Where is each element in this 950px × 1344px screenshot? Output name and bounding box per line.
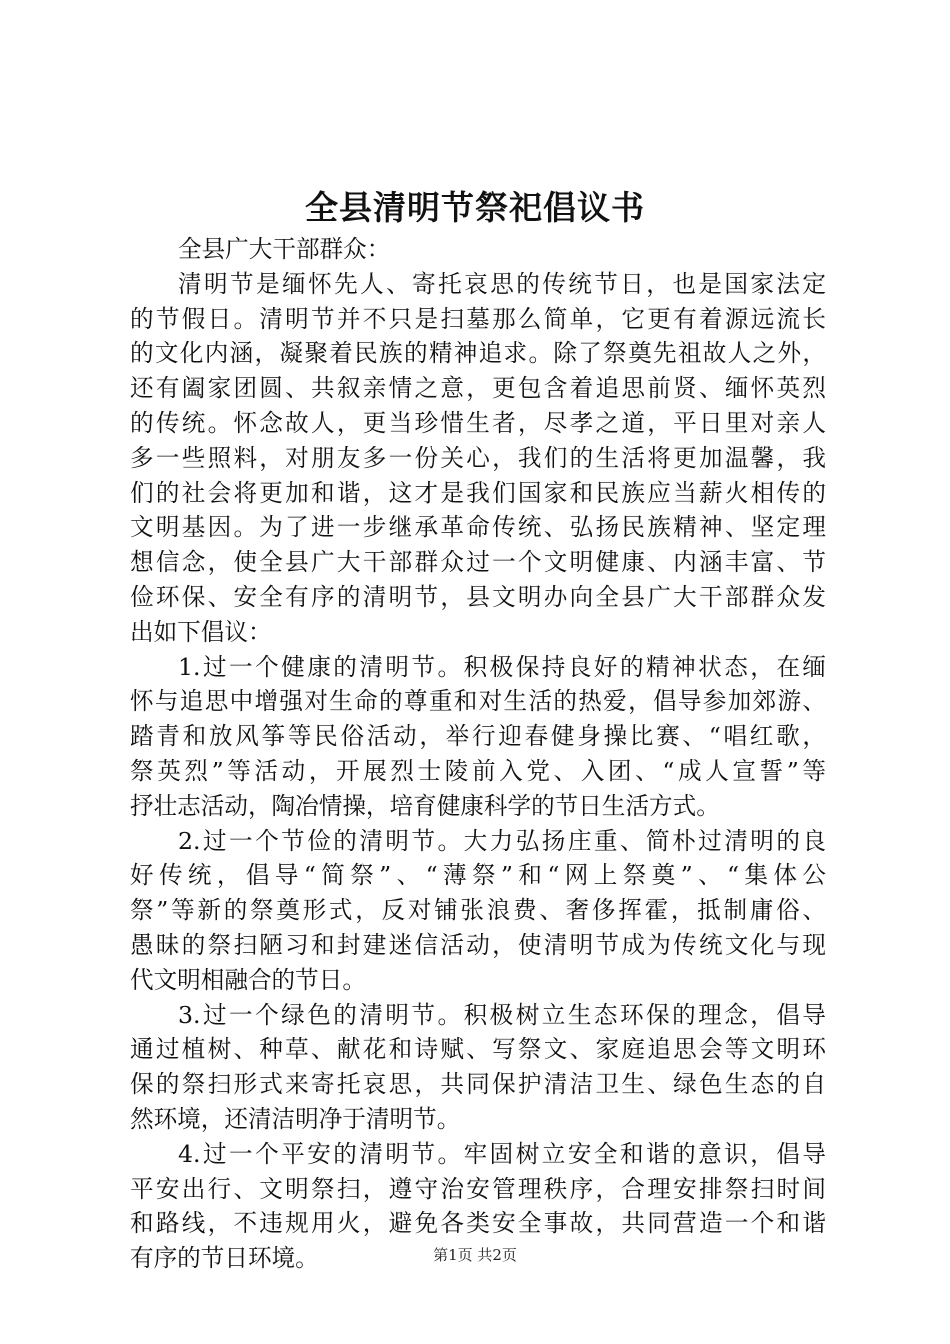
item-4-line: 和路线，不违规用火，避免各类安全事故，共同营造一个和谐 xyxy=(130,1209,826,1238)
paragraph-line: 们的社会将更加和谐，这才是我们国家和民族应当薪火相传的 xyxy=(130,478,826,507)
paragraph-line: 想信念，使全县广大干部群众过一个文明健康、内涵丰富、节 xyxy=(130,548,826,577)
item-1-line: 怀与追思中增强对生命的尊重和对生活的热爱，倡导参加郊游、 xyxy=(130,687,826,716)
item-1-line: 1.过一个健康的清明节。积极保持良好的精神状态，在缅 xyxy=(178,652,826,681)
item-3-line: 然环境，还清洁明净于清明节。 xyxy=(130,1104,461,1133)
salutation-line: 全县广大干部群众： xyxy=(178,235,391,263)
paragraph-line: 清明节是缅怀先人、寄托哀思的传统节日，也是国家法定 xyxy=(178,269,826,298)
item-2-line: 2.过一个节俭的清明节。大力弘扬庄重、简朴过清明的良 xyxy=(178,826,826,855)
item-4-line: 有序的节日环境。 xyxy=(130,1244,319,1273)
paragraph-line: 出如下倡议： xyxy=(130,617,272,646)
item-3-line: 3.过一个绿色的清明节。积极树立生态环保的理念，倡导 xyxy=(178,1000,826,1029)
item-3-line: 通过植树、种草、献花和诗赋、写祭文、家庭追思会等文明环 xyxy=(130,1035,826,1064)
paragraph-line: 的传统。怀念故人，更当珍惜生者，尽孝之道，平日里对亲人 xyxy=(130,408,826,437)
document-body xyxy=(130,232,826,1276)
paragraph-line: 的节假日。清明节并不只是扫墓那么简单，它更有着源远流长 xyxy=(130,304,826,333)
paragraph-line: 的文化内涵，凝聚着民族的精神追求。除了祭奠先祖故人之外， xyxy=(130,339,826,368)
paragraph-line: 多一些照料，对朋友多一份关心，我们的生活将更加温馨，我 xyxy=(130,443,826,472)
item-1-line: 抒壮志活动，陶冶情操，培育健康科学的节日生活方式。 xyxy=(130,791,720,820)
item-2-line: 代文明相融合的节日。 xyxy=(130,965,366,994)
item-2-line: 祭”等新的祭奠形式，反对铺张浪费、奢侈挥霍，抵制庸俗、 xyxy=(130,896,826,925)
item-3-line: 保的祭扫形式来寄托哀思，共同保护清洁卫生、绿色生态的自 xyxy=(130,1070,826,1099)
paragraph-line: 俭环保、安全有序的清明节，县文明办向全县广大干部群众发 xyxy=(130,582,826,611)
page-footer: 第1页 共2页 xyxy=(433,1246,517,1264)
item-2-line: 好传统，倡导“简祭”、“薄祭”和“网上祭奠”、“集体公 xyxy=(130,861,826,890)
item-1-line: 祭英烈”等活动，开展烈士陵前入党、入团、“成人宣誓”等 xyxy=(130,756,826,785)
item-1-line: 踏青和放风筝等民俗活动，举行迎春健身操比赛、“唱红歌， xyxy=(130,722,826,751)
document-title: 全县清明节祭祀倡议书 xyxy=(305,188,645,227)
paragraph-line: 还有阖家团圆、共叙亲情之意，更包含着追思前贤、缅怀英烈 xyxy=(130,374,826,403)
item-4-line: 4.过一个平安的清明节。牢固树立安全和谐的意识，倡导 xyxy=(178,1139,826,1168)
paragraph-line: 文明基因。为了进一步继承革命传统、弘扬民族精神、坚定理 xyxy=(130,513,826,542)
item-4-line: 平安出行、文明祭扫，遵守治安管理秩序，合理安排祭扫时间 xyxy=(130,1174,826,1203)
item-2-line: 愚昧的祭扫陋习和封建迷信活动，使清明节成为传统文化与现 xyxy=(130,930,826,959)
